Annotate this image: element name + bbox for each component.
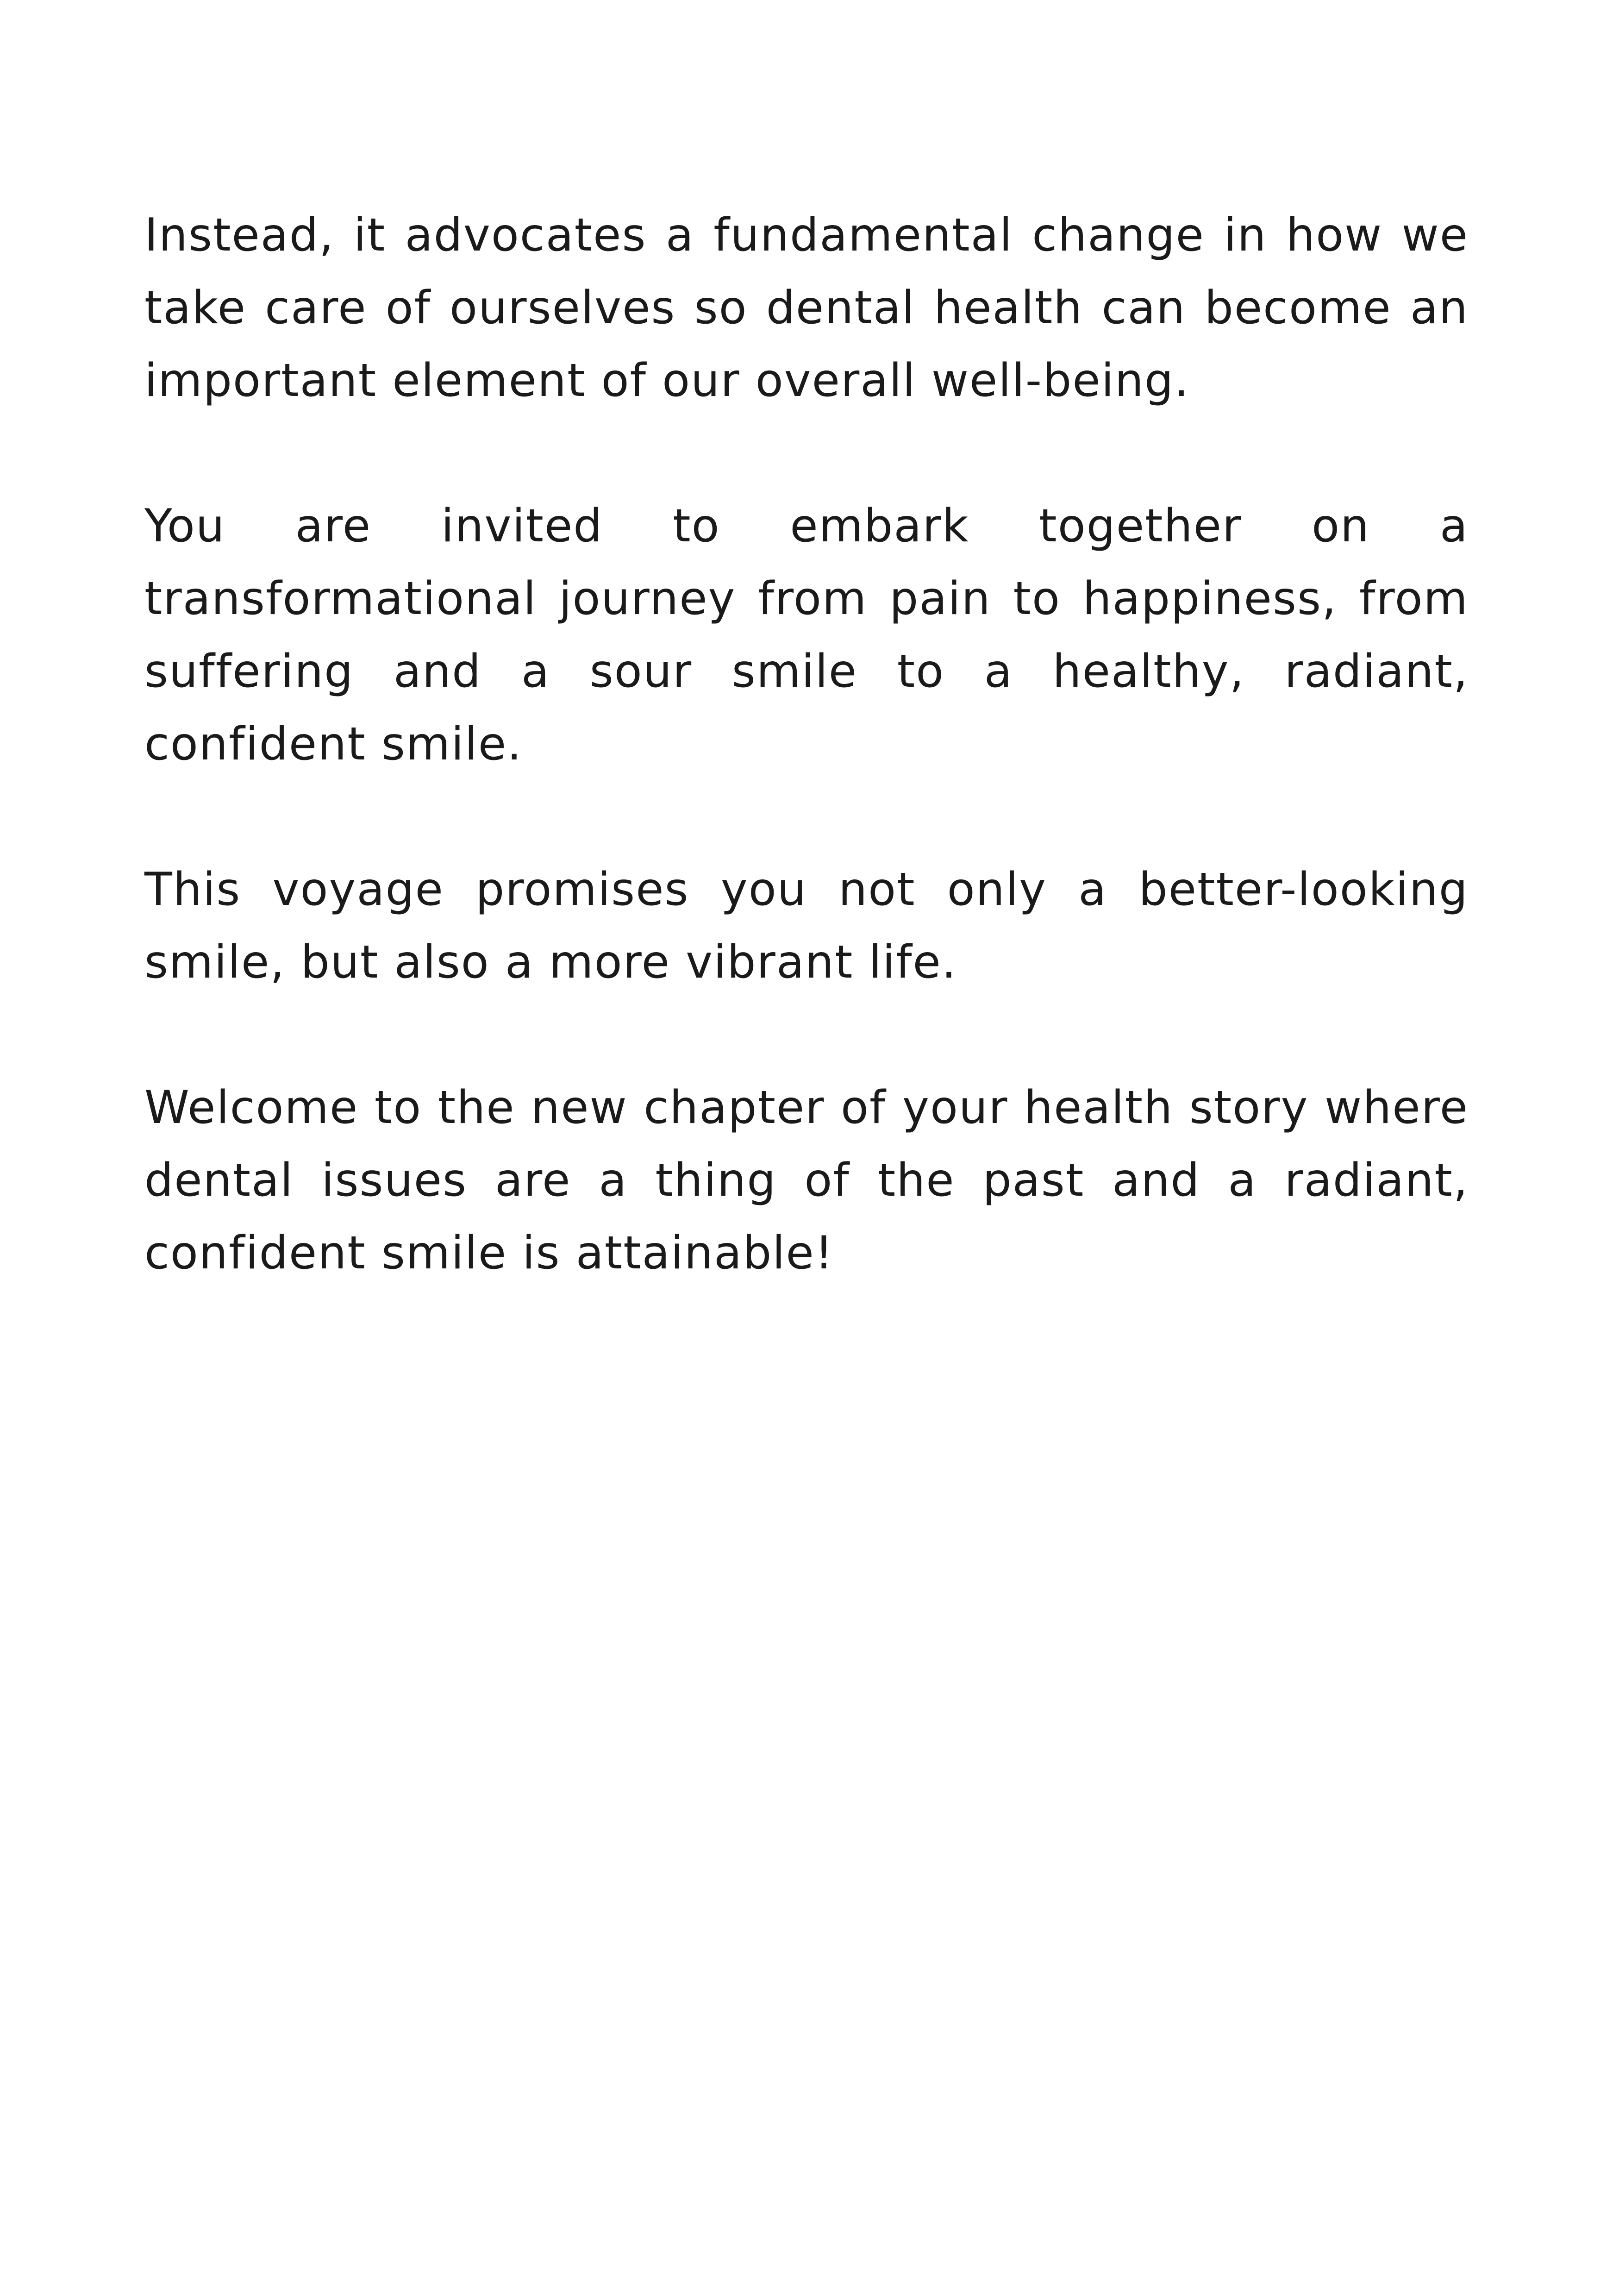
paragraph-2: You are invited to embark together on a transformational journey from pain to happiness, from suffering and a sour smile to a healthy, radiant, confident smile. (144, 500, 1469, 771)
paragraph-4: Welcome to the new chapter of your health story where dental issues are a thing of the past and a radiant, confident smile is attainable! (144, 1081, 1469, 1280)
paragraph-3: This voyage promises you not only a better-looking smile, but also a more vibrant life. (144, 863, 1469, 989)
body-text (144, 199, 1469, 1290)
paragraph-1: Instead, it advocates a fundamental change in how we take care of ourselves so dental health can become an important element of our overall well-being. (144, 209, 1469, 407)
